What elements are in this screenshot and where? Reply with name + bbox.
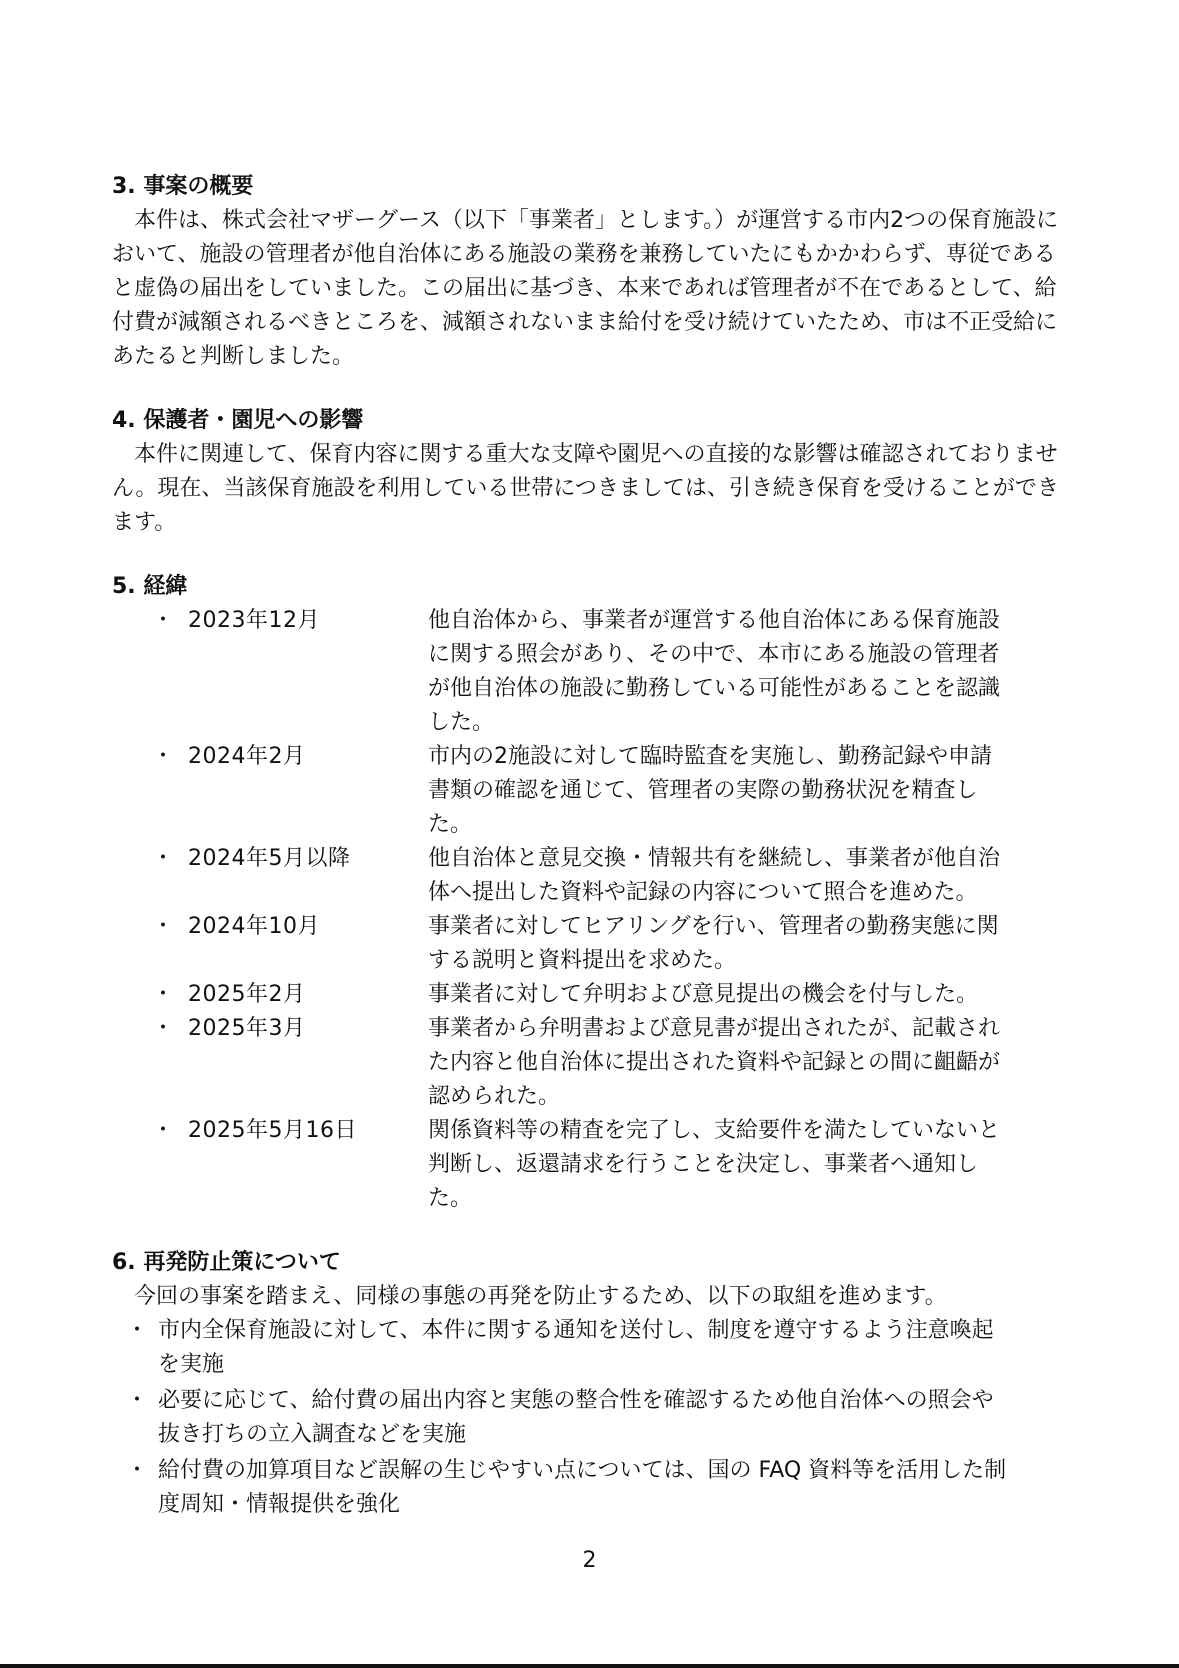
section-case-overview bbox=[112, 170, 1072, 374]
section-heading: 3. 事案の概要 bbox=[112, 174, 254, 199]
measures-list bbox=[112, 1314, 1072, 1522]
timeline-description: 他自治体と意見交換・情報共有を継続し、事業者が他自治体へ提出した資料や記録の内容について照合を進めた。 bbox=[428, 846, 1001, 905]
bullet: ・ bbox=[126, 1458, 149, 1483]
timeline-item bbox=[112, 1114, 1072, 1216]
timeline-description: 他自治体から、事業者が運営する他自治体にある保育施設に関する照会があり、その中で、本市にある施設の管理者が他自治体の施設に勤務している可能性があることを認識した。 bbox=[428, 608, 1001, 735]
document-body bbox=[112, 170, 1072, 1552]
section-heading: 4. 保護者・園児への影響 bbox=[112, 408, 364, 433]
timeline-date: 2024年5月以降 bbox=[188, 846, 351, 871]
timeline-date: 2025年2月 bbox=[188, 982, 306, 1007]
timeline-item bbox=[112, 910, 1072, 978]
timeline-list bbox=[112, 604, 1072, 1216]
section-paragraph: 本件に関連して、保育内容に関する重大な支障や園児への直接的な影響は確認されておりません。現在、当該保育施設を利用している世帯につきましては、引き続き保育を受けることができます。 bbox=[112, 442, 1059, 535]
timeline-item bbox=[112, 842, 1072, 910]
timeline-date: 2024年10月 bbox=[188, 914, 320, 939]
timeline-description: 事業者に対してヒアリングを行い、管理者の勤務実態に関する説明と資料提出を求めた。 bbox=[428, 914, 999, 973]
timeline-description: 市内の2施設に対して臨時監査を実施し、勤務記録や申請書類の確認を通じて、管理者の実際の勤務状況を精査した。 bbox=[428, 744, 992, 837]
measure-item bbox=[112, 1314, 1072, 1382]
bullet: ・ bbox=[152, 914, 175, 939]
bullet: ・ bbox=[152, 1016, 175, 1041]
bullet: ・ bbox=[126, 1388, 149, 1413]
bullet: ・ bbox=[152, 608, 175, 633]
section-timeline bbox=[112, 570, 1072, 1216]
timeline-date: 2025年5月16日 bbox=[188, 1118, 357, 1143]
measure-text: 給付費の加算項目など誤解の生じやすい点については、国の FAQ 資料等を活用した制度周知・情報提供を強化 bbox=[158, 1458, 1007, 1517]
section-prevention bbox=[112, 1246, 1072, 1522]
bottom-border bbox=[0, 1664, 1179, 1668]
measure-text: 必要に応じて、給付費の届出内容と実態の整合性を確認するため他自治体への照会や抜き打ちの立入調査などを実施 bbox=[158, 1388, 994, 1447]
section-paragraph: 今回の事案を踏まえ、同様の事態の再発を防止するため、以下の取組を進めます。 bbox=[134, 1284, 947, 1309]
bullet: ・ bbox=[152, 982, 175, 1007]
timeline-item bbox=[112, 604, 1072, 740]
page-number: 2 bbox=[582, 1548, 597, 1573]
measure-text: 市内全保育施設に対して、本件に関する通知を送付し、制度を遵守するよう注意喚起を実施 bbox=[158, 1318, 994, 1377]
section-heading: 6. 再発防止策について bbox=[112, 1250, 341, 1275]
section-impact bbox=[112, 404, 1072, 540]
timeline-item bbox=[112, 978, 1072, 1012]
bullet: ・ bbox=[126, 1318, 149, 1343]
timeline-date: 2025年3月 bbox=[188, 1016, 306, 1041]
measure-item bbox=[112, 1384, 1072, 1452]
bullet: ・ bbox=[152, 744, 175, 769]
timeline-date: 2023年12月 bbox=[188, 608, 320, 633]
timeline-item bbox=[112, 740, 1072, 842]
timeline-date: 2024年2月 bbox=[188, 744, 306, 769]
bullet: ・ bbox=[152, 1118, 175, 1143]
timeline-item bbox=[112, 1012, 1072, 1114]
timeline-description: 事業者に対して弁明および意見提出の機会を付与した。 bbox=[428, 982, 979, 1007]
section-heading: 5. 経緯 bbox=[112, 574, 188, 599]
timeline-description: 事業者から弁明書および意見書が提出されたが、記載された内容と他自治体に提出された資料や記録との間に齟齬が認められた。 bbox=[428, 1016, 1001, 1109]
timeline-description: 関係資料等の精査を完了し、支給要件を満たしていないと判断し、返還請求を行うことを決定し、事業者へ通知した。 bbox=[428, 1118, 1001, 1211]
bullet: ・ bbox=[152, 846, 175, 871]
section-paragraph: 本件は、株式会社マザーグース（以下「事業者」とします。）が運営する市内2つの保育施設において、施設の管理者が他自治体にある施設の業務を兼務していたにもかかわらず、専従であると虚偽の届出をしていました。この届出に基づき、本来であれば管理者が不在であるとして、給付費が減額されるべきところを、減額されないまま給付を受け続けていたため、市は不正受給にあたると判断しました。 bbox=[112, 208, 1059, 369]
measure-item bbox=[112, 1454, 1072, 1522]
